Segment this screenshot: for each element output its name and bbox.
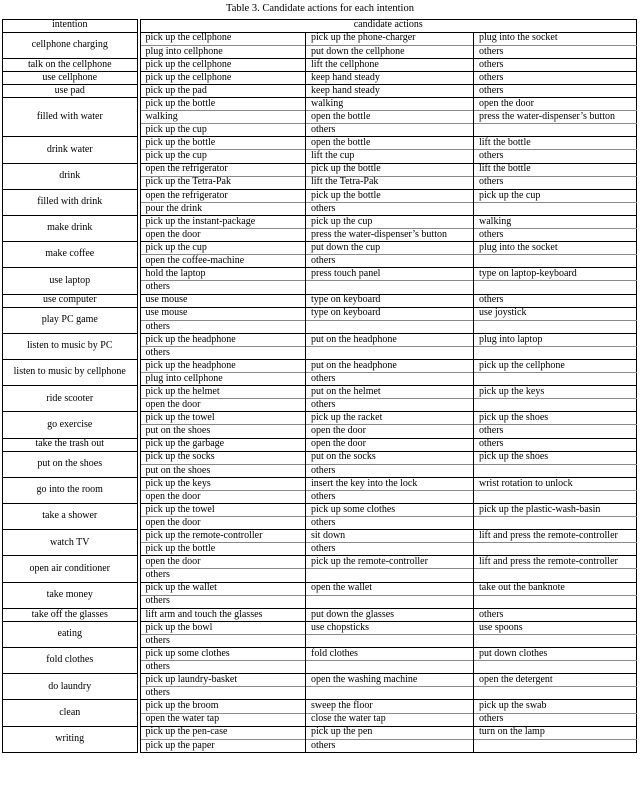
action-cell: pick up the bottle	[139, 137, 306, 150]
action-cell: wrist rotation to unlock	[474, 477, 637, 490]
action-cell: put on the shoes	[139, 425, 306, 438]
action-cell: pick up the cup	[306, 215, 474, 228]
intention-cell: writing	[3, 726, 139, 752]
action-cell: pick up the keys	[139, 477, 306, 490]
table-row	[3, 98, 637, 111]
action-cell	[474, 661, 637, 674]
table-row	[3, 32, 637, 45]
action-cell	[474, 543, 637, 556]
intention-cell: drink	[3, 163, 139, 189]
action-cell: put down the cup	[306, 242, 474, 255]
intention-cell: take money	[3, 582, 139, 608]
action-cell: others	[139, 634, 306, 647]
action-cell: others	[474, 58, 637, 71]
action-cell: pick up the cup	[139, 242, 306, 255]
action-cell: pick up the bottle	[306, 189, 474, 202]
action-cell: lift the bottle	[474, 163, 637, 176]
action-cell: pick up the cup	[139, 150, 306, 163]
action-cell: others	[474, 229, 637, 242]
action-cell: others	[474, 45, 637, 58]
action-cell: turn on the lamp	[474, 726, 637, 739]
action-cell	[474, 255, 637, 268]
action-cell: put on the socks	[306, 451, 474, 464]
action-cell: pick up the shoes	[474, 451, 637, 464]
header-row	[3, 19, 637, 32]
table-row	[3, 268, 637, 281]
action-cell: pick up the cup	[139, 124, 306, 137]
action-cell: lift the Tetra-Pak	[306, 176, 474, 189]
action-cell: pick up the broom	[139, 700, 306, 713]
action-cell: others	[139, 320, 306, 333]
table-row	[3, 163, 637, 176]
action-cell: pick up the wallet	[139, 582, 306, 595]
action-cell: pick up the helmet	[139, 386, 306, 399]
action-cell: fold clothes	[306, 648, 474, 661]
action-cell: pick up the remote-controller	[139, 530, 306, 543]
action-cell: others	[139, 595, 306, 608]
candidate-actions-table	[2, 19, 637, 753]
table-row	[3, 726, 637, 739]
action-cell: insert the key into the lock	[306, 477, 474, 490]
action-cell: others	[474, 608, 637, 621]
intention-cell: play PC game	[3, 307, 139, 333]
table-row	[3, 582, 637, 595]
action-cell: use mouse	[139, 307, 306, 320]
action-cell: others	[306, 399, 474, 412]
table-row	[3, 386, 637, 399]
action-cell: pick up the racket	[306, 412, 474, 425]
intention-cell: use cellphone	[3, 71, 139, 84]
column-header-candidate-actions: candidate actions	[353, 19, 423, 31]
action-cell: others	[306, 517, 474, 530]
intention-cell: fold clothes	[3, 648, 139, 674]
action-cell: put on the headphone	[306, 333, 474, 346]
action-cell: put down the cellphone	[306, 45, 474, 58]
action-cell: take out the banknote	[474, 582, 637, 595]
intention-cell: talk on the cellphone	[3, 58, 139, 71]
action-cell: sit down	[306, 530, 474, 543]
intention-cell: cellphone charging	[3, 32, 139, 58]
action-cell	[474, 320, 637, 333]
action-cell: pick up the cellphone	[139, 58, 306, 71]
intention-cell: take a shower	[3, 504, 139, 530]
action-cell: open the door	[306, 425, 474, 438]
table-caption: Table 3. Candidate actions for each intention	[226, 3, 414, 14]
intention-cell: filled with drink	[3, 189, 139, 215]
action-cell	[474, 124, 637, 137]
action-cell: use mouse	[139, 294, 306, 307]
intention-cell: put on the shoes	[3, 451, 139, 477]
action-cell: type on laptop-keyboard	[474, 268, 637, 281]
action-cell: pick up some clothes	[306, 504, 474, 517]
column-header-intention: intention	[3, 19, 139, 32]
action-cell: keep hand steady	[306, 85, 474, 98]
intention-cell: use computer	[3, 294, 139, 307]
action-cell: others	[306, 255, 474, 268]
action-cell: plug into cellphone	[139, 373, 306, 386]
intention-cell: go exercise	[3, 412, 139, 438]
intention-cell: clean	[3, 700, 139, 726]
action-cell: pick up the phone-charger	[306, 32, 474, 45]
action-cell: pick up the towel	[139, 504, 306, 517]
action-cell: put down the glasses	[306, 608, 474, 621]
table-row	[3, 451, 637, 464]
action-cell: others	[474, 425, 637, 438]
action-cell	[474, 517, 637, 530]
action-cell	[474, 399, 637, 412]
intention-cell: make coffee	[3, 242, 139, 268]
action-cell: open the door	[306, 438, 474, 451]
action-cell: lift the cellphone	[306, 58, 474, 71]
action-cell: others	[306, 739, 474, 752]
action-cell: open the refrigerator	[139, 189, 306, 202]
action-cell	[474, 569, 637, 582]
action-cell	[306, 569, 474, 582]
intention-cell: take the trash out	[3, 438, 139, 451]
action-cell: pick up the instant-package	[139, 215, 306, 228]
action-cell: hold the laptop	[139, 268, 306, 281]
table-row	[3, 700, 637, 713]
action-cell: others	[306, 124, 474, 137]
table-row	[3, 71, 637, 84]
action-cell	[474, 739, 637, 752]
action-cell: open the door	[474, 98, 637, 111]
action-cell: others	[474, 438, 637, 451]
table-row	[3, 412, 637, 425]
action-cell	[306, 595, 474, 608]
action-cell: open the door	[139, 229, 306, 242]
action-cell: plug into the socket	[474, 32, 637, 45]
action-cell: pour the drink	[139, 202, 306, 215]
action-cell: press the water-dispenser’s button	[306, 229, 474, 242]
action-cell: others	[306, 373, 474, 386]
action-cell: lift and press the remote-controller	[474, 530, 637, 543]
action-cell: press touch panel	[306, 268, 474, 281]
action-cell: put down clothes	[474, 648, 637, 661]
action-cell	[474, 464, 637, 477]
intention-cell: watch TV	[3, 530, 139, 556]
intention-cell: go into the room	[3, 477, 139, 503]
action-cell: pick up the pad	[139, 85, 306, 98]
action-cell: open the water tap	[139, 713, 306, 726]
action-cell	[474, 281, 637, 294]
table-row	[3, 215, 637, 228]
action-cell: pick up the cellphone	[139, 32, 306, 45]
action-cell: open the door	[139, 399, 306, 412]
action-cell: pick up the remote-controller	[306, 556, 474, 569]
action-cell	[474, 346, 637, 359]
table-row	[3, 137, 637, 150]
action-cell	[306, 634, 474, 647]
action-cell: pick up the cellphone	[474, 359, 637, 372]
table-row	[3, 242, 637, 255]
intention-cell: make drink	[3, 215, 139, 241]
action-cell: plug into cellphone	[139, 45, 306, 58]
intention-cell: open air conditioner	[3, 556, 139, 582]
action-cell: lift and press the remote-controller	[474, 556, 637, 569]
action-cell: others	[139, 281, 306, 294]
action-cell: others	[306, 202, 474, 215]
action-cell: others	[474, 294, 637, 307]
table-row	[3, 294, 637, 307]
action-cell	[474, 202, 637, 215]
action-cell: press the water-dispenser’s button	[474, 111, 637, 124]
action-cell: put on the helmet	[306, 386, 474, 399]
action-cell: open the coffee-machine	[139, 255, 306, 268]
action-cell: pick up the bottle	[139, 98, 306, 111]
intention-cell: drink water	[3, 137, 139, 163]
action-cell: type on keyboard	[306, 294, 474, 307]
table-row	[3, 556, 637, 569]
action-cell: others	[306, 543, 474, 556]
action-cell: others	[474, 176, 637, 189]
action-cell: pick up the headphone	[139, 333, 306, 346]
action-cell: open the bottle	[306, 111, 474, 124]
action-cell: walking	[306, 98, 474, 111]
action-cell: type on keyboard	[306, 307, 474, 320]
action-cell: put on the shoes	[139, 464, 306, 477]
action-cell: pick up the cup	[474, 189, 637, 202]
action-cell: others	[306, 490, 474, 503]
action-cell	[474, 373, 637, 386]
action-cell: pick up the bowl	[139, 621, 306, 634]
action-cell: walking	[139, 111, 306, 124]
table-row	[3, 608, 637, 621]
action-cell	[474, 687, 637, 700]
table-row	[3, 504, 637, 517]
action-cell: open the door	[139, 517, 306, 530]
table-row	[3, 333, 637, 346]
action-cell: put on the headphone	[306, 359, 474, 372]
intention-cell: take off the glasses	[3, 608, 139, 621]
action-cell: others	[306, 464, 474, 477]
action-cell: others	[474, 85, 637, 98]
action-cell	[474, 634, 637, 647]
action-cell: lift the cup	[306, 150, 474, 163]
action-cell: open the door	[139, 490, 306, 503]
action-cell: pick up the shoes	[474, 412, 637, 425]
intention-cell: do laundry	[3, 674, 139, 700]
action-cell: others	[139, 661, 306, 674]
intention-cell: listen to music by cellphone	[3, 359, 139, 385]
action-cell: others	[474, 150, 637, 163]
action-cell: open the refrigerator	[139, 163, 306, 176]
action-cell	[306, 687, 474, 700]
action-cell	[306, 320, 474, 333]
action-cell	[474, 595, 637, 608]
action-cell: open the detergent	[474, 674, 637, 687]
action-cell: use chopsticks	[306, 621, 474, 634]
table-row	[3, 359, 637, 372]
action-cell	[474, 490, 637, 503]
table-row	[3, 58, 637, 71]
action-cell	[306, 346, 474, 359]
action-cell: keep hand steady	[306, 71, 474, 84]
table-row	[3, 307, 637, 320]
table-row	[3, 438, 637, 451]
action-cell: walking	[474, 215, 637, 228]
action-cell: open the washing machine	[306, 674, 474, 687]
table-row	[3, 85, 637, 98]
action-cell: pick up the Tetra-Pak	[139, 176, 306, 189]
action-cell: pick up the keys	[474, 386, 637, 399]
table-row	[3, 477, 637, 490]
table-row	[3, 648, 637, 661]
action-cell: others	[139, 687, 306, 700]
action-cell: pick up the socks	[139, 451, 306, 464]
action-cell: pick up the pen-case	[139, 726, 306, 739]
action-cell: open the bottle	[306, 137, 474, 150]
table-row	[3, 621, 637, 634]
action-cell: plug into the socket	[474, 242, 637, 255]
action-cell: pick up the bottle	[139, 543, 306, 556]
action-cell: pick up the paper	[139, 739, 306, 752]
action-cell: open the door	[139, 556, 306, 569]
action-cell: pick up the bottle	[306, 163, 474, 176]
action-cell: pick up the headphone	[139, 359, 306, 372]
action-cell: open the wallet	[306, 582, 474, 595]
action-cell: use joystick	[474, 307, 637, 320]
action-cell: lift arm and touch the glasses	[139, 608, 306, 621]
action-cell: others	[474, 713, 637, 726]
table-row	[3, 674, 637, 687]
action-cell: pick up the plastic-wash-basin	[474, 504, 637, 517]
action-cell	[306, 661, 474, 674]
action-cell	[306, 281, 474, 294]
intention-cell: eating	[3, 621, 139, 647]
intention-cell: listen to music by PC	[3, 333, 139, 359]
action-cell: pick up the towel	[139, 412, 306, 425]
intention-cell: filled with water	[3, 98, 139, 137]
action-cell: others	[139, 569, 306, 582]
table-row	[3, 189, 637, 202]
action-cell: pick up the pen	[306, 726, 474, 739]
action-cell: pick up the garbage	[139, 438, 306, 451]
intention-cell: ride scooter	[3, 386, 139, 412]
action-cell: plug into laptop	[474, 333, 637, 346]
action-cell: pick up laundry-basket	[139, 674, 306, 687]
action-cell: pick up the swab	[474, 700, 637, 713]
table-body	[3, 32, 637, 752]
action-cell: pick up some clothes	[139, 648, 306, 661]
table-row	[3, 530, 637, 543]
action-cell: close the water tap	[306, 713, 474, 726]
action-cell: others	[139, 346, 306, 359]
intention-cell: use pad	[3, 85, 139, 98]
intention-cell: use laptop	[3, 268, 139, 294]
action-cell: pick up the cellphone	[139, 71, 306, 84]
action-cell: lift the bottle	[474, 137, 637, 150]
action-cell: sweep the floor	[306, 700, 474, 713]
action-cell: use spoons	[474, 621, 637, 634]
action-cell: others	[474, 71, 637, 84]
